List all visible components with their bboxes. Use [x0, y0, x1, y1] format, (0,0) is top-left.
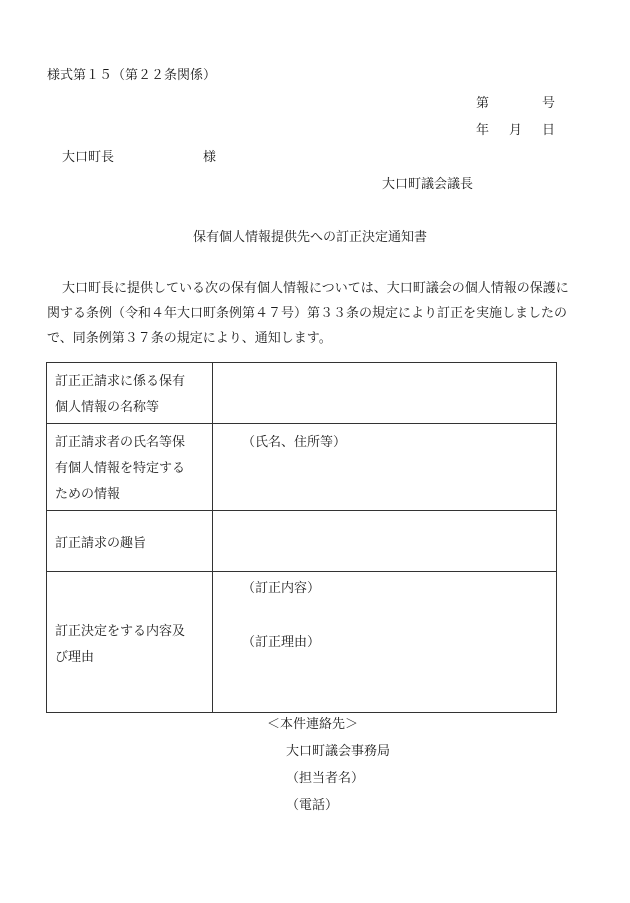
label-line: 訂正決定をする内容及: [55, 624, 186, 639]
contact-office: 大口町議会事務局: [286, 744, 391, 759]
doc-number-suffix: 号: [542, 96, 556, 111]
target-info-value[interactable]: [213, 363, 557, 424]
form-number: 様式第１５（第２２条関係）: [47, 68, 217, 83]
table-row: [47, 363, 557, 424]
label-line: 個人情報の名称等: [55, 400, 160, 415]
body-paragraph: [47, 276, 587, 351]
requester-info-label: [47, 424, 213, 511]
request-purpose-label: 訂正請求の趣旨: [47, 511, 213, 572]
addressee-name: 大口町長: [62, 150, 115, 165]
label-line: 有個人情報を特定する: [55, 461, 186, 476]
table-row: [47, 572, 557, 713]
table-row: [47, 424, 557, 511]
contact-phone: （電話）: [286, 798, 339, 813]
label-line: び理由: [55, 650, 95, 665]
body-line: で、同条例第３７条の規定により、通知します。: [47, 331, 332, 346]
target-info-label: [47, 363, 213, 424]
date-year: 年: [476, 123, 490, 138]
document-title: 保有個人情報提供先への訂正決定通知書: [193, 230, 428, 245]
contact-heading: ＜本件連絡先＞: [267, 717, 359, 732]
sender-name: 大口町議会議長: [382, 177, 474, 192]
requester-info-value[interactable]: [213, 424, 557, 511]
label-line: ための情報: [55, 487, 121, 502]
contact-person: （担当者名）: [286, 771, 365, 786]
date-month: 月: [509, 123, 523, 138]
body-line: 関する条例（令和４年大口町条例第４７号）第３３条の規定により訂正を実施しましたの: [47, 306, 568, 321]
date-day: 日: [542, 123, 556, 138]
correction-reason-hint: （訂正理由）: [242, 635, 321, 650]
decision-value[interactable]: [213, 572, 557, 713]
body-line: 大口町長に提供している次の保有個人情報については、大口町議会の個人情報の保護に: [62, 281, 569, 296]
doc-number-prefix: 第: [476, 96, 490, 111]
label-line: 訂正請求者の氏名等保: [55, 435, 186, 450]
table-row: [47, 511, 557, 572]
addressee-honorific: 様: [203, 150, 217, 165]
notice-table: [46, 362, 557, 713]
label-line: 訂正正請求に係る保有: [55, 374, 186, 389]
decision-label: [47, 572, 213, 713]
correction-content-hint: （訂正内容）: [242, 581, 321, 596]
request-purpose-value[interactable]: [213, 511, 557, 572]
requester-info-hint: （氏名、住所等）: [242, 435, 347, 450]
